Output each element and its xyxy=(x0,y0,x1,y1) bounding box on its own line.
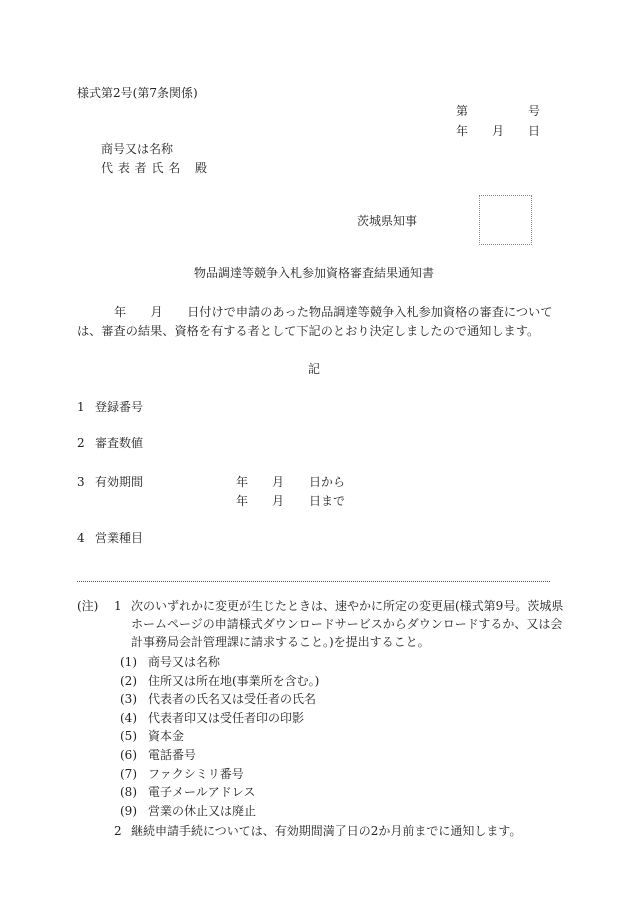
validity-from-day: 日から xyxy=(309,475,346,489)
sub-item-text: ファクシミリ番号 xyxy=(148,767,244,781)
sub-item-text: 資本金 xyxy=(148,729,185,743)
sub-item-num: (5) xyxy=(120,729,137,743)
sub-item-num: (7) xyxy=(120,767,137,781)
seal-box xyxy=(479,195,532,245)
note-2-text: 継続申請手続については、有効期間満了日の2か月前までに通知します。 xyxy=(131,824,522,838)
issuer: 茨城県知事 xyxy=(357,214,418,228)
number-label: 第 xyxy=(456,104,469,118)
sub-item-num: (4) xyxy=(120,711,137,725)
sub-item-text: 電子メールアドレス xyxy=(148,785,256,799)
item-1-num: 1 xyxy=(77,400,85,414)
company-label: 商号又は名称 xyxy=(101,142,174,156)
sub-item-text: 代表者印又は受任者印の印影 xyxy=(148,711,305,725)
sub-item-text: 住所又は所在地(事業所を含む。) xyxy=(148,674,320,688)
item-4-label: 営業種目 xyxy=(95,531,144,545)
date-month: 月 xyxy=(492,124,505,138)
date-day: 日 xyxy=(528,124,541,138)
sub-item-num: (8) xyxy=(120,785,137,799)
validity-to-day: 日まで xyxy=(309,494,346,508)
body-line-2: は、審査の結果、資格を有する者として下記のとおり決定しましたので通知します。 xyxy=(77,324,540,338)
validity-to-year: 年 xyxy=(236,494,249,508)
sub-item-num: (9) xyxy=(120,804,137,818)
document-title: 物品調達等競争入札参加資格審査結果通知書 xyxy=(194,266,435,280)
sub-item-num: (1) xyxy=(120,655,137,669)
form-number: 様式第2号(第7条関係) xyxy=(77,86,198,100)
body-line-1: 年 月 日付けで申請のあった物品調達等競争入札参加資格の審査について xyxy=(114,305,553,319)
sub-item-num: (2) xyxy=(120,674,137,688)
item-2-label: 審査数値 xyxy=(95,436,144,450)
sub-item-num: (3) xyxy=(120,692,137,706)
sub-item-text: 営業の休止又は廃止 xyxy=(148,804,257,818)
representative-label: 代 表 者 氏 名 xyxy=(101,161,181,175)
item-4-num: 4 xyxy=(77,531,85,545)
item-3-label: 有効期間 xyxy=(95,475,144,489)
item-1-label: 登録番号 xyxy=(95,400,144,414)
validity-from-month: 月 xyxy=(272,475,285,489)
ki-heading: 記 xyxy=(308,362,321,376)
number-suffix: 号 xyxy=(528,104,541,118)
note-1-line-3: 計事務局会計管理課に請求すること。)を提出すること。 xyxy=(131,635,430,649)
sub-item-num: (6) xyxy=(120,748,137,762)
note-1-line-1: 次のいずれかに変更が生じたときは、速やかに所定の変更届(様式第9号。茨城県 xyxy=(131,599,564,613)
date-year: 年 xyxy=(456,124,469,138)
note-1-line-2: ホームページの申請様式ダウンロードサービスからダウンロードするか、又は会 xyxy=(131,617,563,631)
sub-item-text: 商号又は名称 xyxy=(148,655,221,669)
note-2-num: 2 xyxy=(114,824,122,838)
sub-item-text: 電話番号 xyxy=(148,748,197,762)
note-1-num: 1 xyxy=(114,599,122,613)
sub-item-text: 代表者の氏名又は受任者の氏名 xyxy=(148,692,317,706)
item-3-num: 3 xyxy=(77,475,85,489)
notes-prefix: (注) xyxy=(77,599,99,613)
validity-to-month: 月 xyxy=(272,494,285,508)
dotted-divider xyxy=(77,581,550,582)
item-2-num: 2 xyxy=(77,436,85,450)
validity-from-year: 年 xyxy=(236,475,249,489)
honorific: 殿 xyxy=(195,161,208,175)
